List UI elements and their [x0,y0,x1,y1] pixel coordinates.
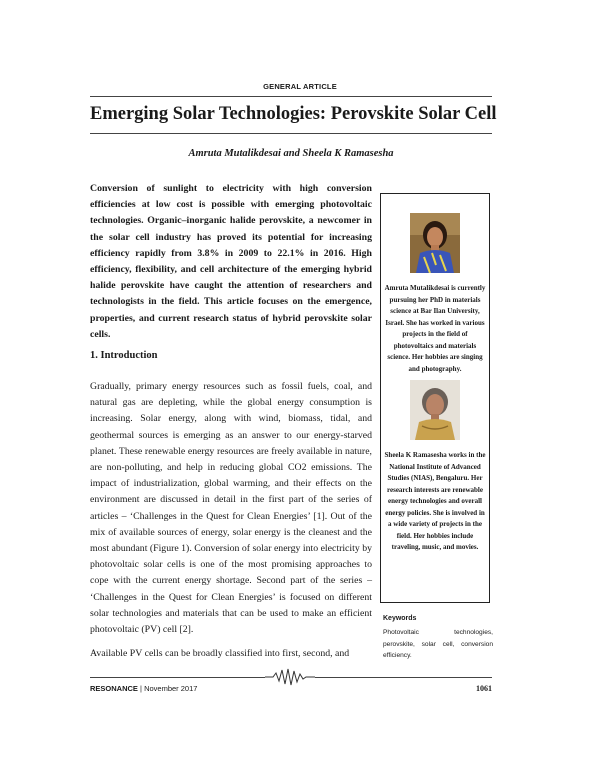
article-title: Emerging Solar Technologies: Perovskite Solar Cell [90,104,497,124]
footer-rule-left [90,677,265,678]
author-photo-1 [410,213,460,273]
author-bio-2: Sheela K Ramasesha works in the National Institute of Advanced Studies (NIAS), Bengaluru. Her research interests are renewable energy technologies and overall energy policies. She is involved in a wide variety of projects in the field. Her hobbies include traveling, music, and movies. [384,451,486,551]
body-paragraph: Available PV cells can be broadly classified into first, second, and [90,648,350,660]
authors: Amruta Mutalikdesai and Sheela K Ramasesha [188,148,394,159]
title-rule-bottom [90,133,492,134]
waveform-icon [265,667,315,687]
section-label: GENERAL ARTICLE [263,82,337,91]
body-text [90,379,372,670]
page-number: 1061 [476,684,492,693]
keywords-heading: Keywords [383,615,417,622]
section-heading: 1. Introduction [90,350,158,361]
abstract: Conversion of sunlight to electricity with high conversion efficiencies at low cost is possible with emerging photovoltaic technologies. Organic–inorganic halide perovskite, a newcomer in the solar cell industry has proved its potential for increasing efficiency rapidly from 3.8% in 2009 to 22.1% in 2016. High efficiency, flexibility, and cell architecture of the emerging hybrid halide perovskite have caught the attention of researchers and technologists in the field. This article focuses on the emergence, properties, and current research status of hybrid perovskite solar cells. [90,183,372,340]
journal-name: RESONANCE [90,684,138,693]
footer-rule-right [315,677,492,678]
issue-date: November 2017 [144,684,198,693]
author-photo-2 [410,380,460,440]
footer-journal: RESONANCE | November 2017 [90,684,198,693]
author-bio-1: Amruta Mutalikdesai is currently pursuing her PhD in materials science at Bar Ilan University, Israel. She has worked in various projects in the field of photovoltaics and materials science. Her hobbies are singing and photography. [384,284,486,373]
body-paragraph: Gradually, primary energy resources such as fossil fuels, coal, and natural gas are depleting, while the global energy consumption is increasing. Solar energy, along with wind, biomass, tidal, and geothermal sources is emerging as an answer to our energy-starved planet. These renewable energy resources are freely available in nature, are non-polluting, and help in reducing global CO2 emissions. The impact of industrialization, global warming, and their effects on the environment are discussed in detail in the first part of the series of articles – ‘Challenges in the Quest for Clean Energies’ [1]. Out of the mix of available sources of energy, solar energy is the cleanest and the most abundant (Figure 1). Conversion of solar energy into electricity by photovoltaic solar cells is one of the most promising approaches to cope with the current energy shortage. Second part of the series – ‘Challenges in the Quest for Clean Energies’ is focused on different solar technologies and materials that can be used to make an efficient photovoltaic (PV) cell [2]. [90,381,372,636]
keywords-text: Photovoltaic technologies, perovskite, solar cell, conversion efficiency. [383,629,493,659]
title-rule-top [90,96,492,97]
